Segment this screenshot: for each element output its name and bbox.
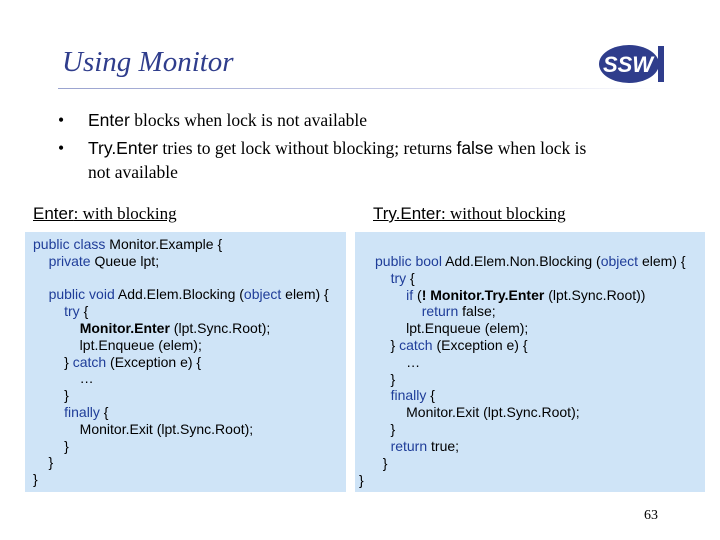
- code-line: }: [33, 437, 69, 454]
- code-line: public void Add.Elem.Blocking (object elem) {: [48, 286, 329, 303]
- code-line: lpt.Enqueue (elem);: [33, 336, 202, 353]
- title-divider: [58, 88, 662, 89]
- right-code-closing-brace: }: [359, 472, 364, 488]
- right-code-block: [375, 253, 686, 471]
- bullet-keyword: Try.Enter: [88, 138, 159, 158]
- bullet-dot-icon: •: [58, 110, 65, 130]
- bullet-text: tries to get lock without blocking; returns: [158, 138, 457, 158]
- code-line: [33, 270, 329, 287]
- ssw-logo: [598, 44, 666, 84]
- right-column-heading: Try.Enter: without blocking: [373, 204, 566, 223]
- code-line: lpt.Enqueue (elem);: [375, 320, 529, 337]
- code-line: …: [375, 353, 421, 370]
- code-line: if (! Monitor.Try.Enter (lpt.Sync.Root)): [406, 286, 646, 303]
- bullet-item-try-enter: [58, 136, 698, 184]
- left-code-block: [33, 236, 329, 488]
- bullet-keyword-false: false: [456, 138, 494, 158]
- code-line: try {: [390, 269, 415, 286]
- bullet-text-suffix: when lock is: [493, 138, 587, 158]
- bullet-list: [58, 108, 698, 188]
- code-line: }: [33, 454, 54, 471]
- code-line: public bool Add.Elem.Non.Blocking (object elem) {: [375, 253, 686, 269]
- code-line: }: [33, 387, 69, 404]
- bullet-item-enter: [58, 108, 698, 132]
- bullet-keyword: Enter: [88, 110, 130, 130]
- code-line: } catch (Exception e) {: [33, 353, 202, 370]
- code-line: return true;: [390, 437, 460, 454]
- code-line: } catch (Exception e) {: [375, 336, 528, 353]
- code-line: Monitor.Exit (lpt.Sync.Root);: [33, 420, 254, 437]
- bullet-text: blocks when lock is not available: [129, 110, 367, 130]
- slide-title: Using Monitor: [62, 46, 234, 78]
- ssw-logo-icon: [598, 44, 666, 84]
- code-line: try {: [64, 303, 89, 320]
- code-line: }: [33, 471, 38, 488]
- code-line: }: [375, 420, 396, 437]
- code-line: …: [33, 370, 94, 387]
- code-line: public class Monitor.Example {: [33, 236, 223, 252]
- code-line: Monitor.Enter (lpt.Sync.Root);: [79, 319, 271, 336]
- code-line: finally {: [64, 403, 109, 420]
- code-line: }: [375, 454, 388, 471]
- code-line: Monitor.Exit (lpt.Sync.Root);: [375, 404, 580, 421]
- left-column-heading: Enter: with blocking: [33, 204, 177, 223]
- code-line: return false;: [421, 303, 496, 320]
- code-line: }: [375, 370, 396, 387]
- logo-lettering: SSW: [602, 52, 654, 77]
- bullet-text-continuation: not available: [88, 162, 178, 182]
- code-line: private Queue lpt;: [48, 252, 160, 269]
- bullet-dot-icon: •: [58, 138, 65, 158]
- code-line: finally {: [390, 387, 435, 404]
- page-number: 63: [644, 508, 658, 523]
